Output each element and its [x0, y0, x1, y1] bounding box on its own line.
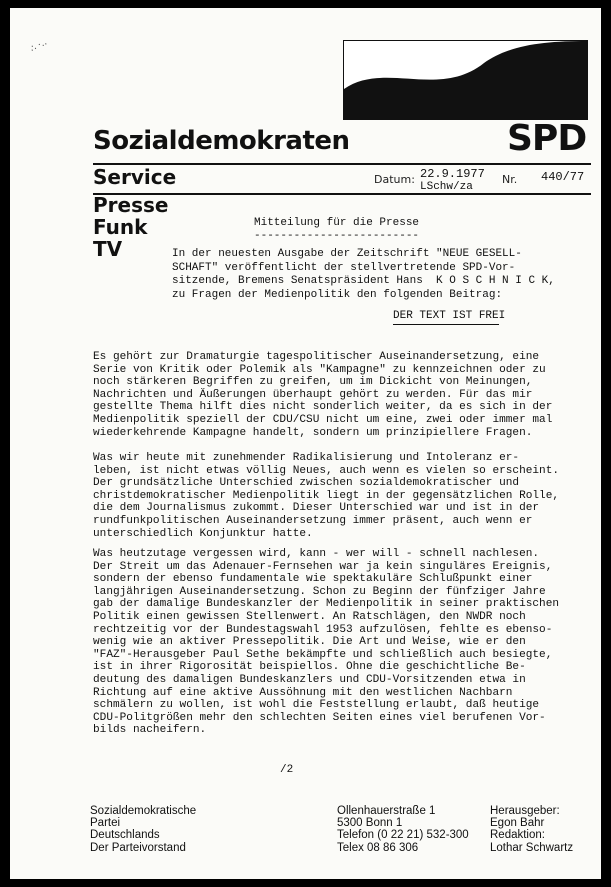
footer-editor-line: Herausgeber:	[490, 805, 560, 817]
body-paragraph-2: Was wir heute mit zunehmender Radikalisierung und Intoleranz er- leben, ist nicht etwas völlig Neues, auch wenn es vielen so erscheint. Der grundsätzliche Unterschied zwischen sozialdemokratischer und christdemokratischer Medienpolitik liegt in der gegensätzlichen Rolle, die dem Journalismus zukommt. Dieser Unterschied war und ist in der rundfunkpolitischen Auseinandersetzung immer präsent, auch wenn er unterschiedlich Konjunktur hatte.	[93, 452, 560, 540]
notice-title: Mitteilung für die Presse	[254, 217, 420, 229]
footer-editor-line: Lothar Schwartz	[490, 841, 574, 854]
page-continuation-marker: /2	[280, 764, 294, 776]
release-number: 440/77	[541, 170, 585, 184]
footer-address-line: Ollenhauerstraße 1	[337, 805, 436, 817]
media-tv: TV	[93, 237, 123, 261]
footer-org-line: Deutschlands	[90, 829, 160, 842]
intro-paragraph: In der neuesten Ausgabe der Zeitschrift "NEUE GESELL- SCHAFT" veröffentlicht der stellvertretende SPD-Vor- sitzende, Bremens Senatspräsident Hans K O S C H N I C K, zu Fragen der Medienpolitik den folgenden Beitrag:	[172, 248, 555, 301]
footer-address-line: 5300 Bonn 1	[337, 817, 403, 830]
footer-editor-line: Redaktion:	[490, 829, 545, 842]
brand-name: Sozialdemokraten	[93, 126, 350, 156]
reference-code: LSchw/za	[420, 181, 473, 193]
footer-org-line: Der Parteivorstand	[90, 841, 186, 854]
notice-heading	[254, 217, 419, 243]
footer-address-line: Telex 08 86 306	[337, 841, 419, 854]
footer-address-line: Telefon (0 22 21) 532-300	[337, 829, 469, 842]
media-presse: Presse	[93, 193, 169, 217]
spd-logo-graphic	[343, 40, 588, 120]
footer-organization	[90, 805, 196, 854]
body-paragraph-3: Was heutzutage vergessen wird, kann - wer will - schnell nachlesen. Der Streit um das Adenauer-Fernsehen war ja kein singuläres Ereignis, sondern der ebenso fundamentale wie spektakuläre Schlußpunkt einer langjährigen Auseinandersetzung. Schon zu Beginn der fünfziger Jahre gab der damalige Bundeskanzler der Medienpolitik in seiner praktischen Politik einen gewissen Stellenwert. An Ratschlägen, den NWDR noch rechtzeitig vor der Bundestagswahl 1953 aufzulösen, fehlte es ebenso- wenig wie an aktiver Pressepolitik. Die Art und Weise, wie er den "FAZ"-Herausgeber Paul Sethe bekämpfte und schließlich auch besiegte, ist in ihrer Rigorosität beispiellos. Ohne die geschichtliche Be- deutung des damaligen Bundeskanzlers und CDU-Vorsitzenden etwa in Richtung auf eine aktive Aussöhnung mit den westlichen Nachbarn schmälern zu wollen, ist wohl die Feststellung erlaubt, daß heutige CDU-Politgrößen mehr den schlechten Seiten eines viel berufenen Vor- bilds nacheifern.	[93, 548, 560, 737]
datum-label: Datum:	[374, 173, 415, 186]
footer-editor-line: Egon Bahr	[490, 817, 545, 830]
scan-speck: ∴ ·‥	[28, 37, 49, 55]
logo-wave-shape	[344, 41, 587, 119]
media-funk: Funk	[93, 215, 148, 239]
footer-org-line: Sozialdemokratische	[90, 805, 197, 817]
footer-org-line: Partei	[90, 817, 121, 830]
footer-editors	[490, 805, 573, 854]
nr-label: Nr.	[502, 173, 518, 186]
body-paragraph-1: Es gehört zur Dramaturgie tagespolitischer Auseinandersetzung, eine Serie von Kritik oder Polemik als "Kampagne" zu kennzeichnen oder zu noch stärkeren Begriffen zu greifen, um im Dickicht von Meinungen, Nachrichten und Äußerungen überhaupt gehört zu werden. Für das mir gestellte Thema hilft dies nicht sonderlich weiter, da es sich in der Medienpolitik speziell der CDU/CSU nicht um eine, zwei oder immer mal wiederkehrende Kampagne handelt, sondern um prinzipiellere Fragen.	[93, 351, 553, 439]
notice-underline: -------------------------	[254, 230, 420, 242]
free-text-notice: DER TEXT IST FREI	[393, 310, 506, 322]
footer-address	[337, 805, 469, 854]
free-text-underline	[393, 324, 499, 325]
service-label: Service	[93, 165, 177, 189]
media-labels	[93, 194, 168, 260]
spd-logo-text: SPD	[507, 118, 587, 159]
press-release-page	[10, 8, 601, 879]
datum-value: 22.9.1977	[420, 167, 485, 181]
